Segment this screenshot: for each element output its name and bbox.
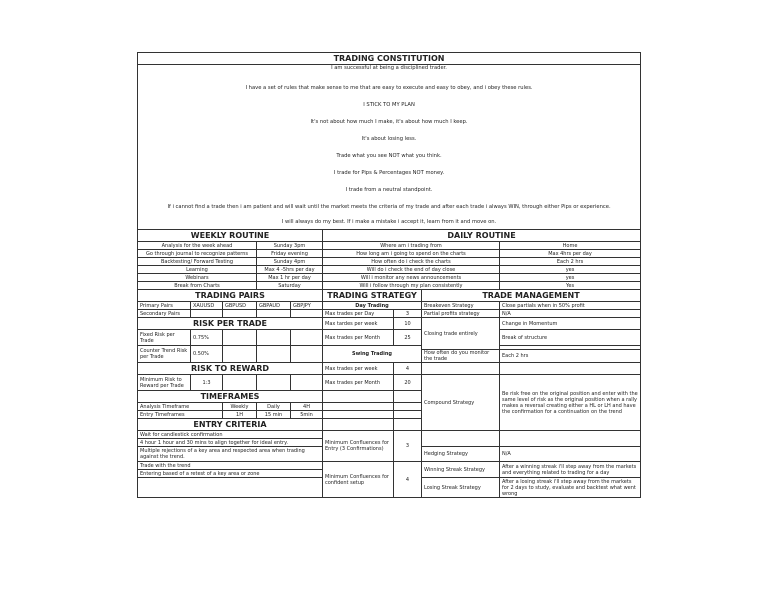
weekly-time: Sunday 3pm xyxy=(257,242,323,250)
daily-answer: Home xyxy=(500,242,641,250)
timeframe-cell: Weekly xyxy=(223,403,257,411)
weekly-task: Go through journal to recognize patterns xyxy=(138,250,257,258)
strategy-label: Max tardes per week xyxy=(323,318,394,330)
weekly-task: Backtesting/ Forward Testing xyxy=(138,258,257,266)
weekly-time: Friday evening xyxy=(257,250,323,258)
min-rr-value: 1:3 xyxy=(191,375,223,391)
entry-criterion: Trade with the trend xyxy=(138,462,323,470)
entry-criteria-heading: ENTRY CRITERIA xyxy=(138,419,323,431)
weekly-time: Saturday xyxy=(257,282,323,290)
daily-answer: yes xyxy=(500,266,641,274)
hedging-strategy-label: Hedging Strategy xyxy=(422,447,500,462)
strategy-value: 25 xyxy=(394,330,422,346)
strategy-label: Max trades per week xyxy=(323,363,394,375)
timeframe-cell: 5min xyxy=(291,411,323,419)
strategy-value: 10 xyxy=(394,318,422,330)
entry-criterion: 4 hour 1 hour and 30 mins to align together for ideal entry. xyxy=(138,439,323,447)
risk-to-reward-heading: RISK TO REWARD xyxy=(138,363,323,375)
creed-line: If i cannot find a trade then i am patient and will wait until the market meets the criteria of my trade and after each trade i always WIN, through either Pips or experience. xyxy=(138,198,641,215)
pair-cell xyxy=(191,310,223,318)
pair-cell: GBPAUD xyxy=(257,302,291,310)
weekly-task: Learning xyxy=(138,266,257,274)
winning-streak-value: After a winning streak i'll step away from the markets and everything related to trading for a day xyxy=(500,462,641,478)
trading-pairs-heading: TRADING PAIRS xyxy=(138,290,323,302)
creed-line: I trade for Pips & Percentages NOT money. xyxy=(138,164,641,181)
min-confluences-label: Minimum Confluences for Entry (3 Confirmations) xyxy=(323,431,394,462)
secondary-pairs-label: Secondary Pairs xyxy=(138,310,191,318)
strategy-label: Max trades per Day xyxy=(323,310,394,318)
daily-routine-heading: DAILY ROUTINE xyxy=(323,230,641,242)
confident-confluences-value: 4 xyxy=(394,462,422,498)
creed-line: It's not about how much I make, it's about how much I keep. xyxy=(138,113,641,130)
creed-line: I am successful at being a disciplined trader. xyxy=(138,65,641,80)
trading-constitution-sheet xyxy=(137,52,640,498)
page-title: TRADING CONSTITUTION xyxy=(138,53,641,65)
closing-trade-value: Break of structure xyxy=(500,330,641,346)
weekly-task: Break from Charts xyxy=(138,282,257,290)
daily-answer: Each 2 hrs xyxy=(500,258,641,266)
min-confluences-value: 3 xyxy=(394,431,422,462)
counter-risk-value: 0.50% xyxy=(191,346,223,363)
daily-question: Where am i trading from xyxy=(323,242,500,250)
constitution-table xyxy=(137,52,641,498)
breakeven-label: Breakeven Strategy xyxy=(422,302,500,310)
compound-strategy-label: Compound Strategy xyxy=(422,375,500,431)
strategy-label: Max trades per Month xyxy=(323,330,394,346)
daily-answer: Yes xyxy=(500,282,641,290)
pair-cell: GBPJPY xyxy=(291,302,323,310)
creed-line: I will always do my best. If i make a mistake i accept it, learn from it and move on. xyxy=(138,215,641,230)
entry-criterion: Wait for candlestick confirmation xyxy=(138,431,323,439)
entry-timeframe-label: Entry Timeframes xyxy=(138,411,223,419)
weekly-time: Sunday 4pm xyxy=(257,258,323,266)
pair-cell xyxy=(257,310,291,318)
breakeven-value: Close partials when in 50% profit xyxy=(500,302,641,310)
entry-criterion: Entering based of a retest of a key area or zone xyxy=(138,470,323,478)
monitor-trade-label: How often do you monitor the trade xyxy=(422,350,500,363)
daily-question: How long am i going to spend on the charts xyxy=(323,250,500,258)
day-trading-heading: Day Trading xyxy=(323,302,422,310)
daily-question: Will i monitor any news announcements xyxy=(323,274,500,282)
swing-trading-heading: Swing Trading xyxy=(323,346,422,363)
pair-cell: XAUUSD xyxy=(191,302,223,310)
weekly-task: Webinars xyxy=(138,274,257,282)
winning-streak-label: Winning Streak Strategy xyxy=(422,462,500,478)
strategy-value: 20 xyxy=(394,375,422,391)
creed-line: It's about losing less. xyxy=(138,130,641,147)
confident-confluences-label: Minimum Confluences for confident setup xyxy=(323,462,394,498)
strategy-label: Max trades per Month xyxy=(323,375,394,391)
timeframe-cell: 4H xyxy=(291,403,323,411)
losing-streak-label: Losing Streak Strategy xyxy=(422,478,500,498)
timeframe-cell: Daily xyxy=(257,403,291,411)
closing-trade-label: Closing trade entirely xyxy=(422,318,500,350)
timeframe-cell: 1H xyxy=(223,411,257,419)
daily-answer: yes xyxy=(500,274,641,282)
monitor-trade-value: Each 2 hrs xyxy=(500,350,641,363)
daily-question: Will i follow through my plan consistently xyxy=(323,282,500,290)
primary-pairs-label: Primary Pairs xyxy=(138,302,191,310)
analysis-timeframe-label: Analysis Timeframe xyxy=(138,403,223,411)
closing-trade-value: Change in Momentum xyxy=(500,318,641,330)
trade-management-heading: TRADE MANAGEMENT xyxy=(422,290,641,302)
creed-line: I STICK TO MY PLAN xyxy=(138,96,641,113)
pair-cell xyxy=(291,310,323,318)
strategy-value: 3 xyxy=(394,310,422,318)
weekly-time: Max 1 hr per day xyxy=(257,274,323,282)
pair-cell xyxy=(223,310,257,318)
losing-streak-value: After a losing streak i'll step away from the markets for 2 days to study, evaluate and backtest what went wrong xyxy=(500,478,641,498)
pair-cell: GBPUSD xyxy=(223,302,257,310)
timeframe-cell: 15 min xyxy=(257,411,291,419)
daily-answer: Max 4hrs per day xyxy=(500,250,641,258)
partial-profits-label: Partial profits strategy xyxy=(422,310,500,318)
partial-profits-value: N/A xyxy=(500,310,641,318)
daily-question: How often do i check the charts xyxy=(323,258,500,266)
fixed-risk-value: 0.75% xyxy=(191,330,223,346)
timeframes-heading: TIMEFRAMES xyxy=(138,391,323,403)
weekly-time: Max 4 -5hrs per day xyxy=(257,266,323,274)
creed-line: I trade from a neutral standpoint. xyxy=(138,181,641,198)
daily-question: Will do i check the end of day close xyxy=(323,266,500,274)
weekly-routine-heading: WEEKLY ROUTINE xyxy=(138,230,323,242)
trading-strategy-heading: TRADING STRATEGY xyxy=(323,290,422,302)
weekly-task: Analysis for the week ahead xyxy=(138,242,257,250)
risk-per-trade-heading: RISK PER TRADE xyxy=(138,318,323,330)
fixed-risk-label: Fixed Risk per Trade xyxy=(138,330,191,346)
strategy-value: 4 xyxy=(394,363,422,375)
entry-criterion: Multiple rejections of a key area and respected area when trading against the trend. xyxy=(138,447,323,462)
creed-line: Trade what you see NOT what you think. xyxy=(138,147,641,164)
min-rr-label: Minimum Risk to Reward per Trade xyxy=(138,375,191,391)
creed-line: I have a set of rules that make sense to me that are easy to execute and easy to obey, and i obey these rules. xyxy=(138,79,641,96)
hedging-strategy-value: N/A xyxy=(500,447,641,462)
counter-risk-label: Counter Trend Risk per Trade xyxy=(138,346,191,363)
compound-strategy-value: Be risk free on the original position and enter with the same level of risk as the original position when a rally makes a reversal creating either a HL or LH and have the confirmation for a continuation on the trend xyxy=(500,375,641,431)
